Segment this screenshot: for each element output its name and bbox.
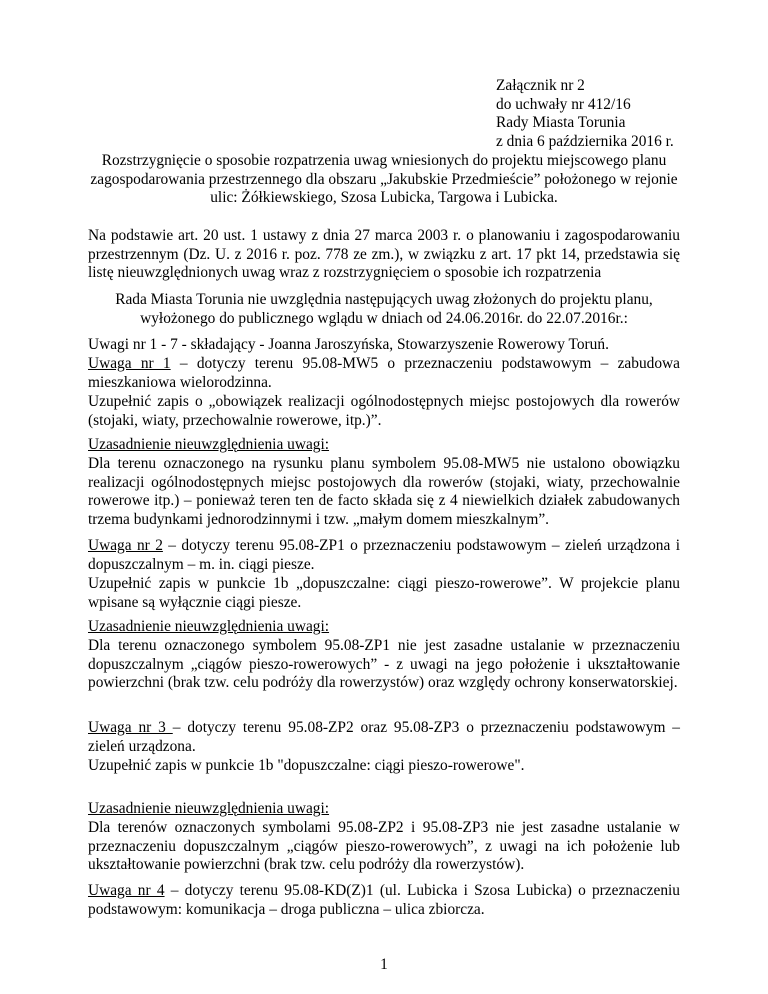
remark-1 bbox=[88, 355, 680, 392]
remark-2-justification-heading: Uzasadnienie nieuwzględnienia uwagi: bbox=[88, 618, 330, 635]
submitter-line: Uwagi nr 1 - 7 - składający - Joanna Jaroszyńska, Stowarzyszenie Rowerowy Toruń. bbox=[88, 336, 609, 353]
remark-text: – dotyczy terenu 95.08-MW5 o przeznaczeniu podstawowym – zabudowa mieszkaniowa wielorodzinna. bbox=[88, 355, 680, 391]
remark-4 bbox=[88, 882, 680, 919]
remark-text: – dotyczy terenu 95.08-ZP2 oraz 95.08-ZP3 o przeznaczeniu podstawowym – zieleń urządzona. bbox=[88, 719, 680, 755]
remark-2-request: Uzupełnić zapis w punkcie 1b „dopuszczalne: ciągi pieszo-rowerowe”. W projekcie planu wpisane są wyłącznie ciągi piesze. bbox=[88, 575, 680, 611]
remark-text: – dotyczy terenu 95.08-KD(Z)1 (ul. Lubicka i Szosa Lubicka) o przeznaczeniu podstawowym: komunikacja – droga publiczna – ulica zbiorcza. bbox=[88, 882, 680, 918]
header-line: z dnia 6 października 2016 r. bbox=[496, 132, 674, 150]
remark-label: Uwaga nr 2 bbox=[88, 537, 163, 554]
remark-text: – dotyczy terenu 95.08-ZP1 o przeznaczeniu podstawowym – zieleń urządzona i dopuszczalnym – m. in. ciągi piesze. bbox=[88, 537, 680, 573]
remark-1-justification-heading: Uzasadnienie nieuwzględnienia uwagi: bbox=[88, 436, 330, 453]
remark-2 bbox=[88, 537, 680, 574]
remark-3-request: Uzupełnić zapis w punkcie 1b "dopuszczalne: ciągi pieszo-rowerowe". bbox=[88, 757, 525, 774]
remark-3 bbox=[88, 719, 680, 756]
legal-basis: Na podstawie art. 20 ust. 1 ustawy z dnia 27 marca 2003 r. o planowaniu i zagospodarowaniu przestrzennym (Dz. U. z 2016 r. poz. 778 ze zm.), w związku z art. 17 pkt 14, przedstawia się listę nieuwzględnionych uwag wraz z rozstrzygnięciem o sposobie ich rozpatrzenia bbox=[88, 227, 680, 282]
remark-label: Uwaga nr 3 bbox=[88, 719, 173, 736]
document-title: Rozstrzygnięcie o sposobie rozpatrzenia uwag wniesionych do projektu miejscowego planu zagospodarowania przestrzennego dla obszaru „Jakubskie Przedmieście” położonego w rejonie ulic: Żółkiewskiego, Szosa Lubicka, Targowa i Lubicka. bbox=[90, 152, 678, 207]
remark-3-justification: Dla terenów oznaczonych symbolami 95.08-ZP2 i 95.08-ZP3 nie jest zasadne ustalanie w przeznaczeniu dopuszczalnym „ciągów pieszo-rowerowych”, z uwagi na ich położenie lub ukształtowanie powierzchni (brak tzw. celu podróży dla rowerzystów). bbox=[88, 819, 680, 874]
remark-label: Uwaga nr 1 bbox=[88, 355, 171, 372]
header-line: do uchwały nr 412/16 bbox=[496, 95, 631, 113]
remark-1-justification: Dla terenu oznaczonego na rysunku planu symbolem 95.08-MW5 nie ustalono obowiązku realizacji ogólnodostępnych miejsc postojowych dla rowerów (stojaki, wiaty, przechowalnie rowerowe itp.) – ponieważ teren ten de facto składa się z 4 niewielkich działek zabudowanych trzema budynkami jednorodzinnymi i tzw. „małym domem mieszkalnym”. bbox=[88, 455, 680, 528]
council-statement: Rada Miasta Torunia nie uwzględnia następujących uwag złożonych do projektu planu, wyłożonego do publicznego wglądu w dniach od 24.06.2016r. do 22.07.2016r.: bbox=[115, 291, 653, 327]
attachment-header bbox=[496, 77, 736, 151]
header-line: Załącznik nr 2 bbox=[496, 77, 585, 94]
remark-label: Uwaga nr 4 bbox=[88, 882, 165, 899]
header-line: Rady Miasta Torunia bbox=[496, 114, 626, 132]
remark-1-request: Uzupełnić zapis o „obowiązek realizacji ogólnodostępnych miejsc postojowych dla rowerów (stojaki, wiaty, przechowalnie rowerowe, itp.)”. bbox=[88, 393, 680, 429]
remark-2-justification: Dla terenu oznaczonego symbolem 95.08-ZP1 nie jest zasadne ustalanie w przeznaczeniu dopuszczalnym „ciągów pieszo-rowerowych” - z uwagi na jego położenie i ukształtowanie powierzchni (brak tzw. celu podróży dla rowerzystów) oraz względy ochrony konserwatorskiej. bbox=[88, 637, 680, 692]
remark-3-justification-heading: Uzasadnienie nieuwzględnienia uwagi: bbox=[88, 800, 330, 817]
page-number: 1 bbox=[380, 956, 388, 973]
